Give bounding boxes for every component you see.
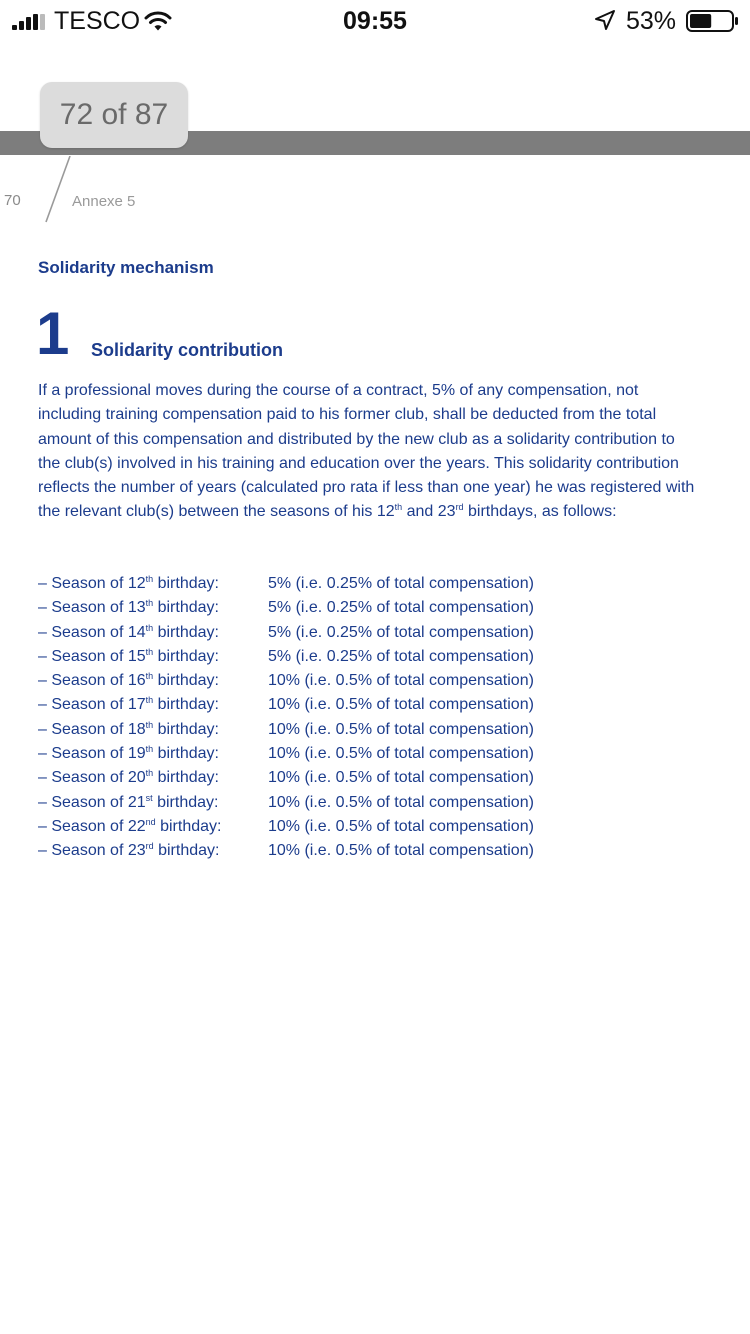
season-share: 10% (i.e. 0.5% of total compensation)	[268, 769, 534, 787]
season-text: – Season of 21	[38, 793, 146, 811]
season-label	[38, 815, 268, 839]
season-share: 10% (i.e. 0.5% of total compensation)	[268, 817, 534, 835]
document-page-number: 70	[4, 192, 21, 209]
season-label	[38, 766, 268, 790]
section-title: Solidarity contribution	[91, 340, 283, 360]
list-item	[38, 645, 678, 669]
ordinal-suffix: th	[145, 671, 154, 682]
body-text-part-1: If a professional moves during the course of a contract, 5% of any compensation, not including training compensation paid to his former club, shall be deducted from the total amount of this compensation and distributed by the new club as a solidarity contribution to the club(s) involved in his training and education over the years. This solidarity contribution reflects the number of years (calculated pro rata if less than one year) he was registered with the relevant club(s) between the seasons of his 12	[38, 382, 695, 521]
season-share: 5% (i.e. 0.25% of total compensation)	[268, 575, 534, 592]
ordinal-suffix: th	[145, 574, 154, 584]
season-text: – Season of 12	[38, 575, 146, 592]
section-number: 1	[36, 300, 70, 367]
folio-divider	[40, 156, 76, 224]
season-share: 10% (i.e. 0.5% of total compensation)	[268, 842, 534, 860]
ordinal-suffix: th	[145, 768, 154, 779]
season-text: – Season of 20	[38, 769, 146, 787]
season-label	[38, 596, 268, 620]
season-text: birthday:	[153, 745, 219, 763]
running-head: Annexe 5	[72, 193, 136, 210]
season-text: birthday:	[153, 842, 220, 860]
carrier-name: TESCO	[54, 7, 141, 35]
ordinal-suffix: st	[145, 792, 153, 803]
list-item	[38, 621, 678, 645]
season-label	[38, 693, 268, 717]
status-bar	[0, 0, 750, 42]
season-share: 5% (i.e. 0.25% of total compensation)	[268, 647, 534, 665]
body-text-part-2: and 23	[402, 503, 456, 521]
ordinal-suffix: th	[145, 695, 154, 706]
list-item	[38, 596, 678, 620]
season-label	[38, 791, 268, 815]
season-share: 10% (i.e. 0.5% of total compensation)	[268, 720, 534, 738]
season-share: 10% (i.e. 0.5% of total compensation)	[268, 793, 534, 811]
season-share: 5% (i.e. 0.25% of total compensation)	[268, 623, 534, 641]
season-text: birthday:	[153, 599, 219, 617]
season-share: 10% (i.e. 0.5% of total compensation)	[268, 696, 534, 714]
body-text-part-3: birthdays, as follows:	[463, 503, 617, 521]
season-text: – Season of 13	[38, 599, 146, 617]
list-item	[38, 693, 678, 717]
ordinal-suffix: nd	[145, 816, 156, 827]
season-text: – Season of 16	[38, 672, 146, 690]
season-text: – Season of 18	[38, 720, 146, 738]
season-text: – Season of 23	[38, 842, 146, 860]
season-text: birthday:	[153, 720, 219, 738]
season-label	[38, 742, 268, 766]
ordinal-suffix: rd	[455, 502, 464, 513]
season-text: – Season of 15	[38, 647, 146, 665]
list-item	[38, 791, 678, 815]
ordinal-suffix: th	[145, 598, 154, 609]
season-text: – Season of 17	[38, 696, 146, 714]
page-indicator[interactable]: 72 of 87	[40, 82, 188, 148]
season-label	[38, 839, 268, 863]
list-item	[38, 766, 678, 790]
season-text: birthday:	[153, 623, 219, 641]
location-arrow-icon	[594, 9, 616, 31]
list-item	[38, 839, 678, 863]
season-text: birthday:	[153, 769, 219, 787]
status-time: 09:55	[343, 7, 407, 35]
season-text: – Season of 14	[38, 623, 146, 641]
season-label	[38, 718, 268, 742]
list-item	[38, 669, 678, 693]
ordinal-suffix: th	[145, 646, 154, 657]
battery-percentage: 53%	[626, 7, 677, 35]
season-text: birthday:	[153, 672, 219, 690]
ordinal-suffix: th	[394, 502, 403, 513]
season-label	[38, 621, 268, 645]
list-item	[38, 742, 678, 766]
season-label	[38, 645, 268, 669]
document-heading: Solidarity mechanism	[38, 258, 214, 277]
season-text: birthday:	[155, 817, 222, 835]
season-share: 10% (i.e. 0.5% of total compensation)	[268, 745, 534, 763]
list-item	[38, 815, 678, 839]
season-text: birthday:	[153, 575, 219, 592]
season-text: – Season of 22	[38, 817, 146, 835]
ordinal-suffix: rd	[145, 841, 154, 852]
ordinal-suffix: th	[145, 744, 154, 755]
ordinal-suffix: th	[145, 719, 154, 730]
season-label	[38, 669, 268, 693]
season-text: birthday:	[153, 696, 219, 714]
list-item	[38, 718, 678, 742]
battery-icon	[686, 10, 740, 32]
body-paragraph	[38, 379, 698, 525]
season-text: birthday:	[152, 793, 219, 811]
season-label	[38, 572, 268, 596]
season-text: birthday:	[153, 647, 219, 665]
ordinal-suffix: th	[145, 622, 154, 633]
season-share: 5% (i.e. 0.25% of total compensation)	[268, 599, 534, 617]
season-text: – Season of 19	[38, 745, 146, 763]
season-share: 10% (i.e. 0.5% of total compensation)	[268, 672, 534, 690]
list-item	[38, 572, 678, 596]
season-list	[38, 572, 678, 864]
